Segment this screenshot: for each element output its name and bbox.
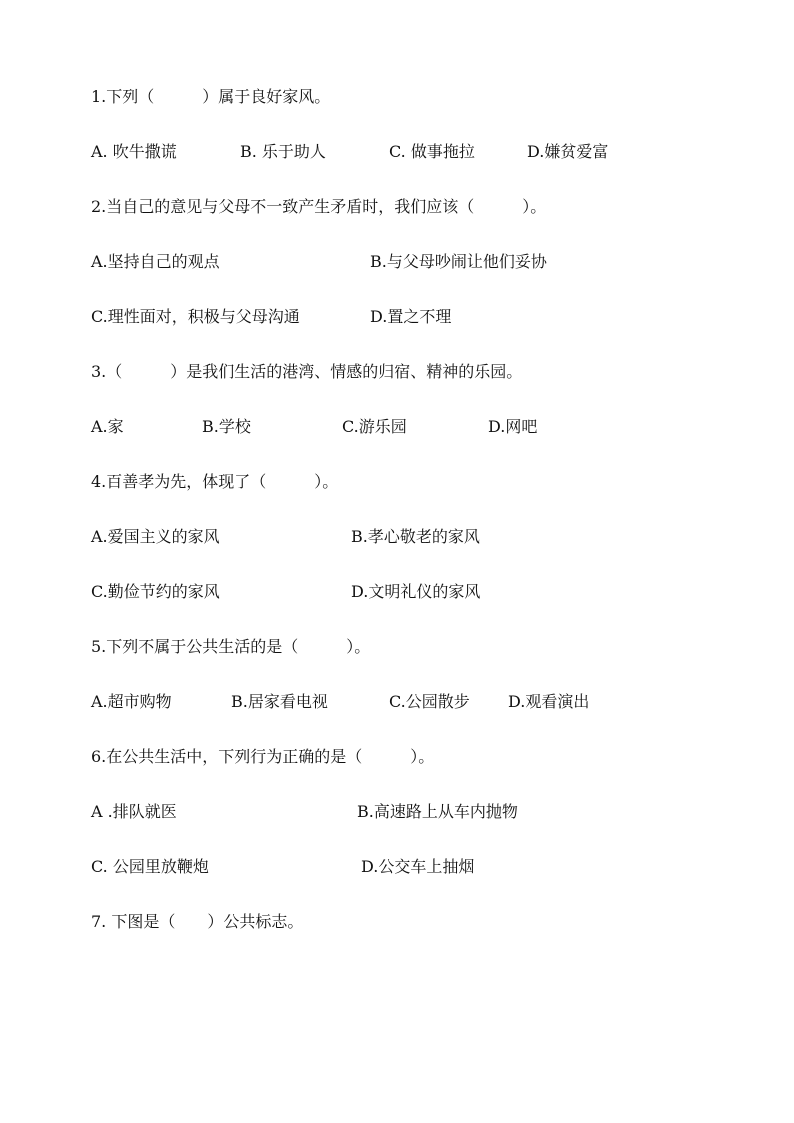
question-4-option-b: B.孝心敬老的家风: [351, 527, 480, 546]
question-6-option-c: C. 公园里放鞭炮: [91, 857, 209, 876]
question-6-option-b: B.高速路上从车内抛物: [357, 802, 518, 821]
question-6-option-a: A .排队就医: [91, 802, 177, 821]
question-4-option-a: A.爱国主义的家风: [91, 527, 220, 546]
question-5-option-c: C.公园散步: [389, 692, 470, 711]
question-1-option-b: B. 乐于助人: [240, 142, 326, 161]
question-3-option-a: A.家: [91, 417, 124, 436]
question-5-option-b: B.居家看电视: [231, 692, 328, 711]
question-1-stem: 1.下列（ ）属于良好家风。: [91, 87, 331, 106]
question-2-option-d: D.置之不理: [370, 307, 452, 326]
question-6-option-d: D.公交车上抽烟: [361, 857, 475, 876]
question-4-option-d: D.文明礼仪的家风: [351, 582, 481, 601]
question-3-stem: 3.（ ）是我们生活的港湾、情感的归宿、精神的乐园。: [91, 362, 523, 381]
question-3-option-c: C.游乐园: [342, 417, 407, 436]
question-4-option-c: C.勤俭节约的家风: [91, 582, 220, 601]
question-5-option-d: D.观看演出: [508, 692, 590, 711]
question-2-stem: 2.当自己的意见与父母不一致产生矛盾时，我们应该（ ）。: [91, 197, 547, 216]
question-5-stem: 5.下列不属于公共生活的是（ ）。: [91, 637, 371, 656]
question-5-option-a: A.超市购物: [91, 692, 172, 711]
question-6-stem: 6.在公共生活中，下列行为正确的是（ ）。: [91, 747, 435, 766]
question-7-stem: 7. 下图是（ ）公共标志。: [91, 912, 304, 931]
question-2-option-b: B.与父母吵闹让他们妥协: [370, 252, 547, 271]
question-3-option-b: B.学校: [202, 417, 251, 436]
question-1-option-d: D.嫌贫爱富: [527, 142, 609, 161]
question-1-option-c: C. 做事拖拉: [389, 142, 475, 161]
question-2-option-a: A.坚持自己的观点: [91, 252, 220, 271]
question-4-stem: 4.百善孝为先，体现了（ ）。: [91, 472, 339, 491]
question-3-option-d: D.网吧: [488, 417, 538, 436]
question-2-option-c: C.理性面对，积极与父母沟通: [91, 307, 300, 326]
question-1-option-a: A. 吹牛撒谎: [91, 142, 177, 161]
